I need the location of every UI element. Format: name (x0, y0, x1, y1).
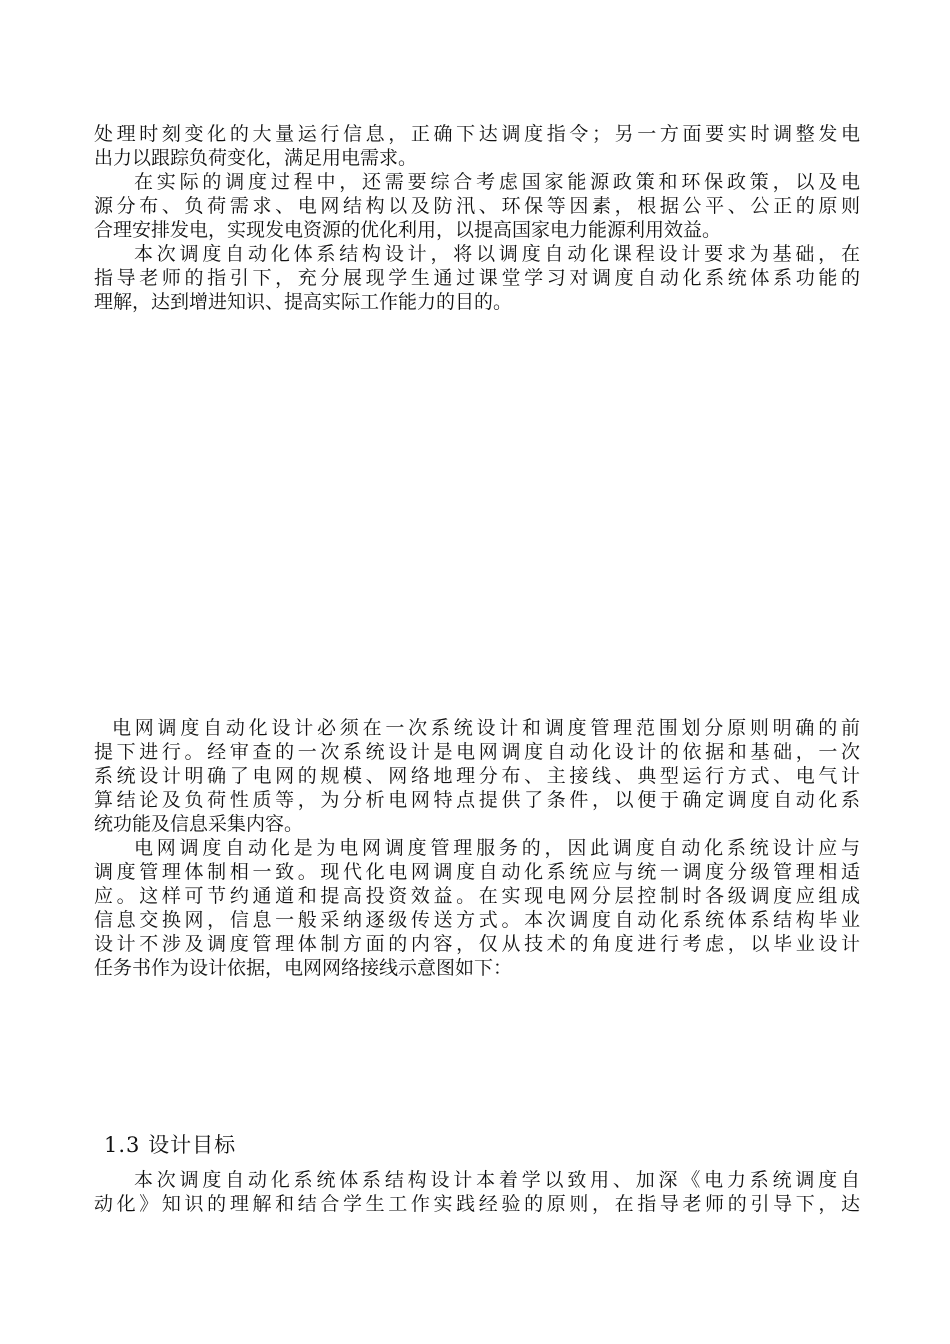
text-line: 电网调度自动化是为电网调度管理服务的，因此调度自动化系统设计应与 (134, 837, 860, 859)
text-line: 在实际的调度过程中，还需要综合考虑国家能源政策和环保政策，以及电 (134, 171, 860, 193)
paragraph-group-design-goal (94, 1168, 860, 1216)
section-heading: 1.3 设计目标 (104, 1133, 237, 1157)
text-line: 提下进行。经审查的一次系统设计是电网调度自动化设计的依据和基础，一次 (94, 741, 860, 763)
text-line: 信息交换网，信息一般采纳逐级传送方式。本次调度自动化系统体系结构毕业 (94, 909, 860, 931)
paragraph-group-intro (94, 122, 860, 314)
text-line: 电网调度自动化设计必须在一次系统设计和调度管理范围划分原则明确的前 (112, 717, 860, 739)
text-line: 源分布、负荷需求、电网结构以及防汛、环保等因素，根据公平、公正的原则 (94, 195, 860, 217)
text-line: 动化》知识的理解和结合学生工作实践经验的原则，在指导老师的引导下，达 (94, 1193, 860, 1215)
text-line: 应。这样可节约通道和提高投资效益。在实现电网分层控制时各级调度应组成 (94, 885, 860, 907)
text-line: 任务书作为设计依据，电网网络接线示意图如下： (94, 957, 513, 979)
text-line: 处理时刻变化的大量运行信息，正确下达调度指令；另一方面要实时调整发电 (94, 123, 860, 145)
text-line: 本次调度自动化系统体系结构设计本着学以致用、加深《电力系统调度自 (134, 1169, 860, 1191)
paragraph-group-design-basis (94, 716, 860, 980)
text-line: 设计不涉及调度管理体制方面的内容，仅从技术的角度进行考虑，以毕业设计 (94, 933, 860, 955)
text-line: 合理安排发电，实现发电资源的优化利用，以提高国家电力能源利用效益。 (94, 219, 722, 241)
text-line: 理解，达到增进知识、提高实际工作能力的目的。 (94, 291, 513, 313)
text-line: 本次调度自动化体系结构设计，将以调度自动化课程设计要求为基础，在 (134, 243, 860, 265)
text-line: 统功能及信息采集内容。 (94, 813, 304, 835)
text-line: 指导老师的指引下，充分展现学生通过课堂学习对调度自动化系统体系功能的 (94, 267, 860, 289)
text-line: 算结论及负荷性质等，为分析电网特点提供了条件，以便于确定调度自动化系 (94, 789, 860, 811)
text-line: 调度管理体制相一致。现代化电网调度自动化系统应与统一调度分级管理相适 (94, 861, 860, 883)
text-line: 系统设计明确了电网的规模、网络地理分布、主接线、典型运行方式、电气计 (94, 765, 860, 787)
text-line: 出力以跟踪负荷变化，满足用电需求。 (94, 147, 418, 169)
